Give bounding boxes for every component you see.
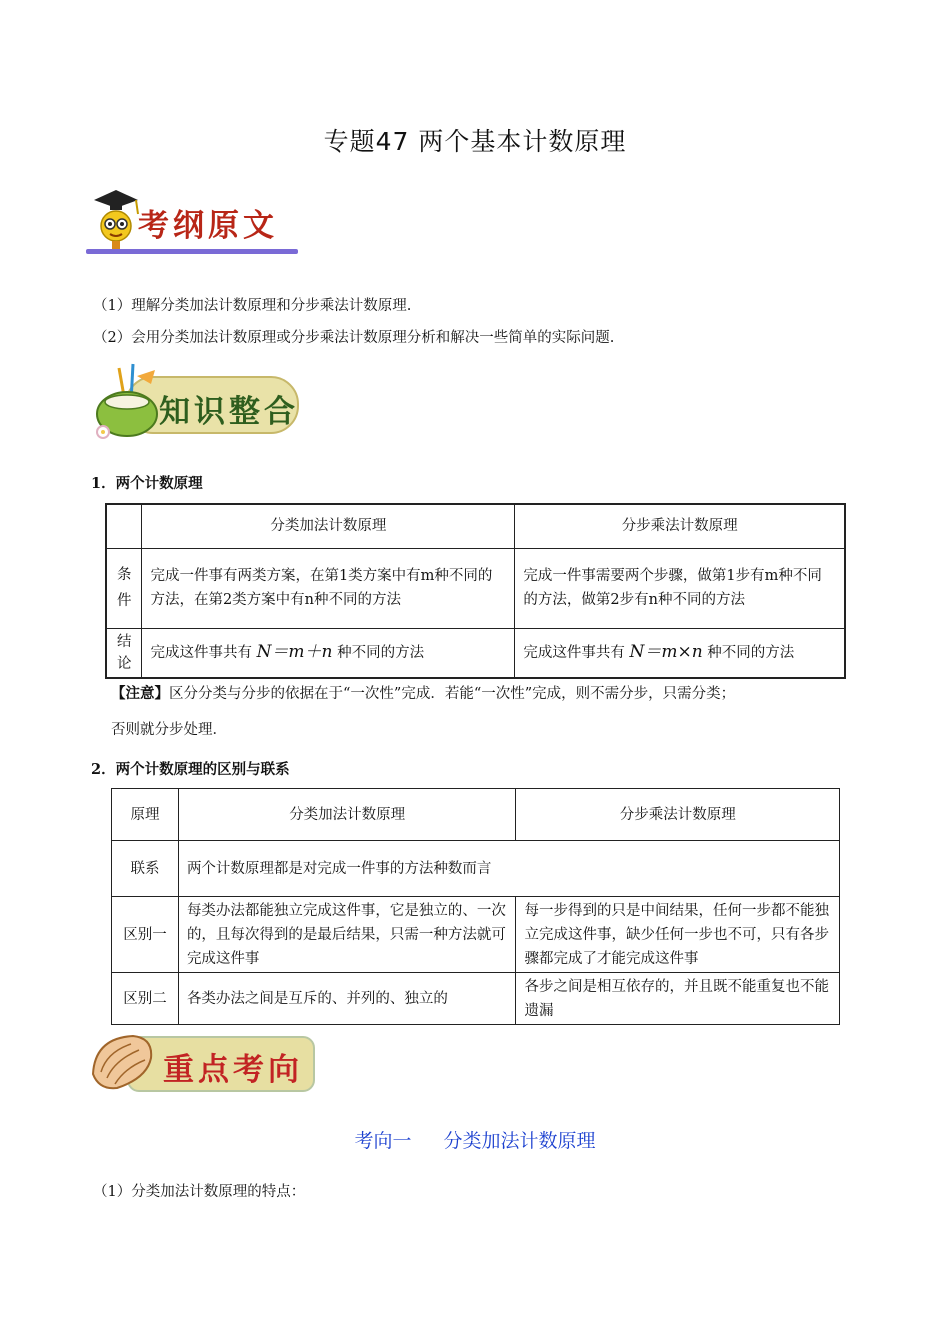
knowledge-banner	[89, 362, 301, 442]
table-header-cell: 分类加法计数原理	[142, 504, 515, 548]
table-header-cell: 原理	[112, 789, 179, 841]
section1-heading: 1．两个计数原理	[91, 475, 203, 492]
multiplication-formula: N＝m×n	[629, 642, 703, 663]
row-label: 联系	[112, 841, 179, 897]
table-row	[112, 897, 840, 973]
comparison-table	[111, 788, 840, 1025]
table-row	[112, 841, 840, 897]
conclusion-suffix: 种不同的方法	[337, 645, 425, 662]
banner-underline	[86, 249, 298, 254]
point-1: （1）分类加法计数原理的特点：	[93, 1184, 306, 1200]
conclusion-prefix: 完成这件事共有	[150, 645, 252, 662]
table-header-cell: 分步乘法计数原理	[515, 504, 845, 548]
table-cell: 两个计数原理都是对完成一件事的方法种数而言	[178, 841, 839, 897]
kaoxiang-label: 考向一	[354, 1130, 412, 1152]
table-header-row	[106, 504, 845, 548]
coconut-drink-icon	[89, 362, 169, 442]
focus-banner	[87, 1026, 313, 1096]
conclusion-suffix: 种不同的方法	[707, 645, 795, 662]
note-paragraph	[111, 684, 871, 704]
table-cell: 完成一件事需要两个步骤，做第1步有m种不同的方法，做第2步有n种不同的方法	[515, 548, 845, 628]
kaoxiang-title	[0, 1126, 950, 1153]
section2-heading: 2．两个计数原理的区别与联系	[91, 761, 290, 778]
note-text: 区分分类与分步的依据在于“一次性”完成．若能“一次性”完成，则不需分步，只需分类；	[169, 686, 736, 702]
table-header-cell	[106, 504, 142, 548]
table-cell	[515, 628, 845, 678]
page-title: 专题47 两个基本计数原理	[323, 127, 627, 156]
syllabus-item-2: （2）会用分类加法计数原理或分步乘法计数原理分析和解决一些简单的实际问题.	[93, 330, 615, 346]
syllabus-banner	[86, 186, 298, 256]
row-label-text: 条件	[116, 567, 132, 609]
row-label: 区别二	[112, 973, 179, 1025]
note-label: 【注意】	[111, 685, 169, 702]
row-label	[106, 628, 142, 678]
table-cell: 完成一件事有两类方案，在第1类方案中有m种不同的方法，在第2类方案中有n种不同的方法	[142, 548, 515, 628]
row-label: 区别一	[112, 897, 179, 973]
row-label-text: 结论	[116, 633, 132, 672]
table-header-cell: 分类加法计数原理	[178, 789, 516, 841]
table-row	[106, 548, 845, 628]
table-header-cell: 分步乘法计数原理	[516, 789, 840, 841]
addition-formula: N＝m＋n	[256, 642, 333, 663]
kaoxiang-topic: 分类加法计数原理	[443, 1130, 596, 1152]
syllabus-banner-label: 考纲原文	[138, 208, 278, 244]
table-header-row	[112, 789, 840, 841]
conclusion-prefix: 完成这件事共有	[523, 645, 625, 662]
table-cell	[142, 628, 515, 678]
note-continuation: 否则就分步处理．	[111, 722, 227, 738]
table-cell: 每一步得到的只是中间结果，任何一步都不能独立完成这件事，缺少任何一步也不可，只有各步骤都完成了才能完成这件事	[516, 897, 840, 973]
table-cell: 各步之间是相互依存的，并且既不能重复也不能遗漏	[516, 973, 840, 1025]
counting-principles-table	[105, 503, 846, 679]
table-cell: 每类办法都能独立完成这件事，它是独立的、一次的，且每次得到的是最后结果，只需一种方法就可完成这件事	[178, 897, 516, 973]
table-row	[112, 973, 840, 1025]
table-cell: 各类办法之间是互斥的、并列的、独立的	[178, 973, 516, 1025]
table-row	[106, 628, 845, 678]
scholar-mascot-icon	[86, 186, 142, 256]
knowledge-banner-label: 知识整合	[159, 394, 299, 430]
row-label	[106, 548, 142, 628]
seashell-icon	[87, 1028, 157, 1094]
focus-banner-label: 重点考向	[163, 1052, 303, 1088]
syllabus-item-1: （1）理解分类加法计数原理和分步乘法计数原理.	[93, 298, 412, 314]
